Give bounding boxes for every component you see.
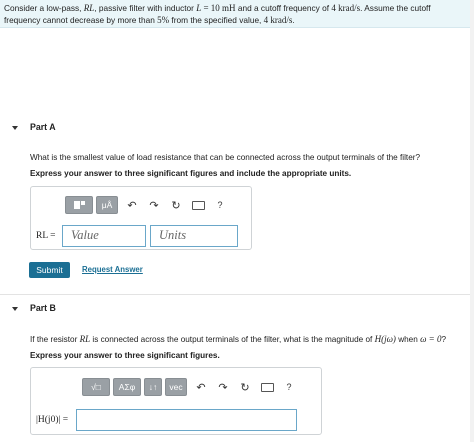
caret-down-icon <box>12 307 18 311</box>
template-button[interactable] <box>65 196 93 214</box>
problem-text: . <box>292 14 295 25</box>
problem-text: and a cutoff frequency of <box>235 3 332 13</box>
question-text: If the resistor <box>30 335 80 344</box>
problem-text: . Assume the cutoff <box>360 3 431 13</box>
greek-button[interactable]: ΑΣφ <box>113 378 141 396</box>
problem-line-1 <box>4 3 466 15</box>
part-a-title: Part A <box>30 122 56 132</box>
reset-icon[interactable]: ↻ <box>171 199 181 212</box>
math-frequency: 4 krad/s <box>263 14 293 25</box>
math-l-value: = 10 mH <box>201 3 236 13</box>
math-l: L <box>196 3 202 13</box>
units-button[interactable]: μÅ <box>96 196 118 214</box>
h-j0-label: |H(j0)| = <box>36 415 69 425</box>
value-input[interactable]: Value <box>62 225 146 247</box>
part-a-header[interactable] <box>12 122 56 132</box>
problem-line-2 <box>4 15 466 27</box>
question-text: when <box>395 335 421 344</box>
math-percent: 5% <box>157 14 170 25</box>
keyboard-icon[interactable] <box>256 378 278 396</box>
math-omega: ω = 0 <box>420 334 442 344</box>
submit-button[interactable]: Submit <box>29 262 70 278</box>
help-icon[interactable]: ? <box>286 382 292 392</box>
part-a-instruction: Express your answer to three significant figures and include the appropriate units. <box>30 169 352 178</box>
h-j0-input[interactable] <box>76 409 297 431</box>
problem-text: , passive filter with inductor <box>94 3 197 13</box>
part-b-question <box>30 334 446 344</box>
math-rl: RL <box>79 334 91 344</box>
part-b-instruction: Express your answer to three significant figures. <box>30 351 220 360</box>
scrollbar[interactable] <box>470 0 474 442</box>
math-frequency: 4 krad/s <box>331 3 361 13</box>
units-input[interactable]: Units <box>150 225 238 247</box>
part-b-header[interactable] <box>12 303 56 313</box>
problem-statement <box>0 0 470 28</box>
arrows-button[interactable]: ↓↑ <box>144 378 162 396</box>
part-b-answer-box <box>30 367 322 435</box>
part-a-toolbar <box>65 196 231 214</box>
problem-text: from the specified value, <box>169 14 264 25</box>
template-icon <box>74 201 80 209</box>
rl-label: RL = <box>36 231 56 241</box>
sqrt-template-button[interactable]: √□ <box>82 378 110 396</box>
math-rl: RL <box>83 3 95 13</box>
part-b-toolbar <box>82 378 300 396</box>
problem-text: frequency cannot decrease by more than <box>4 14 158 25</box>
undo-icon[interactable]: ↶ <box>196 381 206 394</box>
redo-icon[interactable]: ↷ <box>149 199 159 212</box>
undo-icon[interactable]: ↶ <box>127 199 137 212</box>
part-a-question: What is the smallest value of load resistance that can be connected across the output terminals of the filter? <box>30 153 421 162</box>
part-a-answer-box <box>30 186 252 250</box>
request-answer-link[interactable]: Request Answer <box>82 265 143 274</box>
help-icon[interactable]: ? <box>217 200 223 210</box>
problem-text: Consider a low-pass, <box>4 3 84 13</box>
divider <box>0 294 470 295</box>
template-sup-icon <box>81 201 85 205</box>
caret-down-icon <box>12 126 18 130</box>
question-text: is connected across the output terminals of the filter, what is the magnitude of <box>90 335 375 344</box>
reset-icon[interactable]: ↻ <box>240 381 250 394</box>
vec-button[interactable]: vec <box>165 378 187 396</box>
part-b-title: Part B <box>30 303 56 313</box>
math-h: H(jω) <box>374 334 396 344</box>
question-text: ? <box>441 335 447 344</box>
keyboard-icon[interactable] <box>187 196 209 214</box>
redo-icon[interactable]: ↷ <box>218 381 228 394</box>
